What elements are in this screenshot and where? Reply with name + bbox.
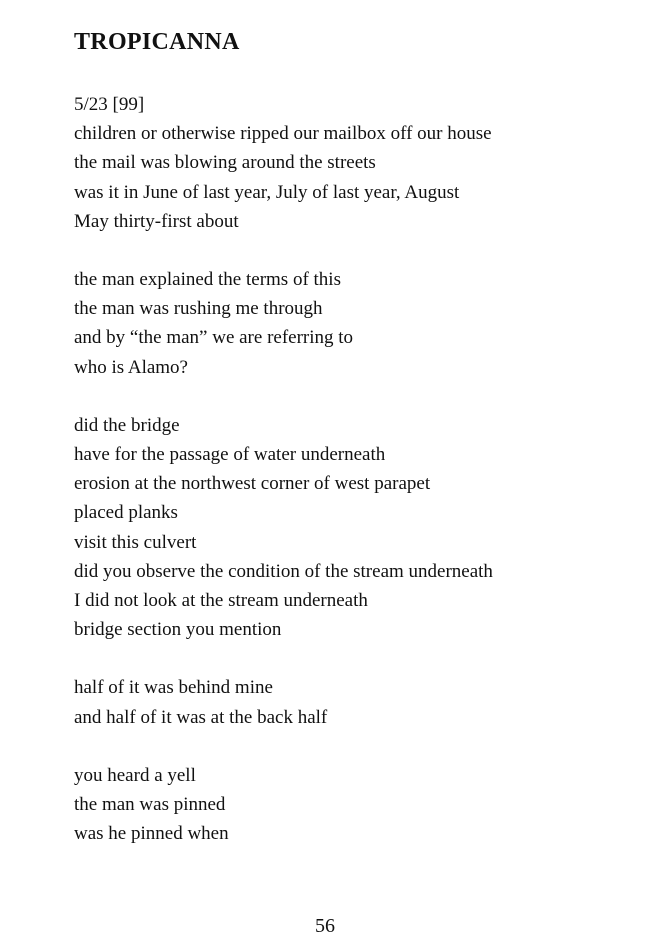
poem-line: half of it was behind mine — [74, 677, 273, 699]
poem-line: the man explained the terms of this — [74, 269, 341, 291]
poem-line: and half of it was at the back half — [74, 706, 328, 728]
poem-line: did you observe the condition of the stream underneath — [74, 560, 493, 582]
poem-line: the man was pinned — [74, 794, 226, 816]
poem-line: did the bridge — [74, 414, 180, 436]
poem-line: and by “the man” we are referring to — [74, 327, 354, 349]
poem-line: I did not look at the stream underneath — [74, 590, 368, 612]
stanza-3 — [74, 411, 634, 645]
poem-line: you heard a yell — [74, 764, 196, 786]
stanza-5 — [74, 761, 634, 849]
poem-line: who is Alamo? — [74, 356, 188, 378]
poem-line: have for the passage of water underneath — [74, 444, 386, 466]
poem-line: was he pinned when — [74, 823, 229, 845]
poem-title: TROPICANNA — [74, 29, 240, 55]
poem-line: erosion at the northwest corner of west parapet — [74, 473, 431, 495]
poem-line: 5/23 [99] — [74, 94, 145, 115]
poem-line: placed planks — [74, 502, 178, 524]
poem-page — [74, 28, 634, 877]
stanza-2 — [74, 265, 634, 382]
poem-line: was it in June of last year, July of last year, August — [74, 181, 460, 203]
poem-line: the mail was blowing around the streets — [74, 152, 376, 174]
poem-line: May thirty-first about — [74, 210, 239, 232]
page-number: 56 — [315, 915, 335, 937]
poem-line: children or otherwise ripped our mailbox off our house — [74, 123, 492, 145]
poem-line: visit this culvert — [74, 531, 197, 553]
poem-line: bridge section you mention — [74, 619, 282, 641]
poem-line: the man was rushing me through — [74, 298, 323, 320]
stanza-4 — [74, 673, 634, 731]
stanza-1 — [74, 90, 634, 236]
